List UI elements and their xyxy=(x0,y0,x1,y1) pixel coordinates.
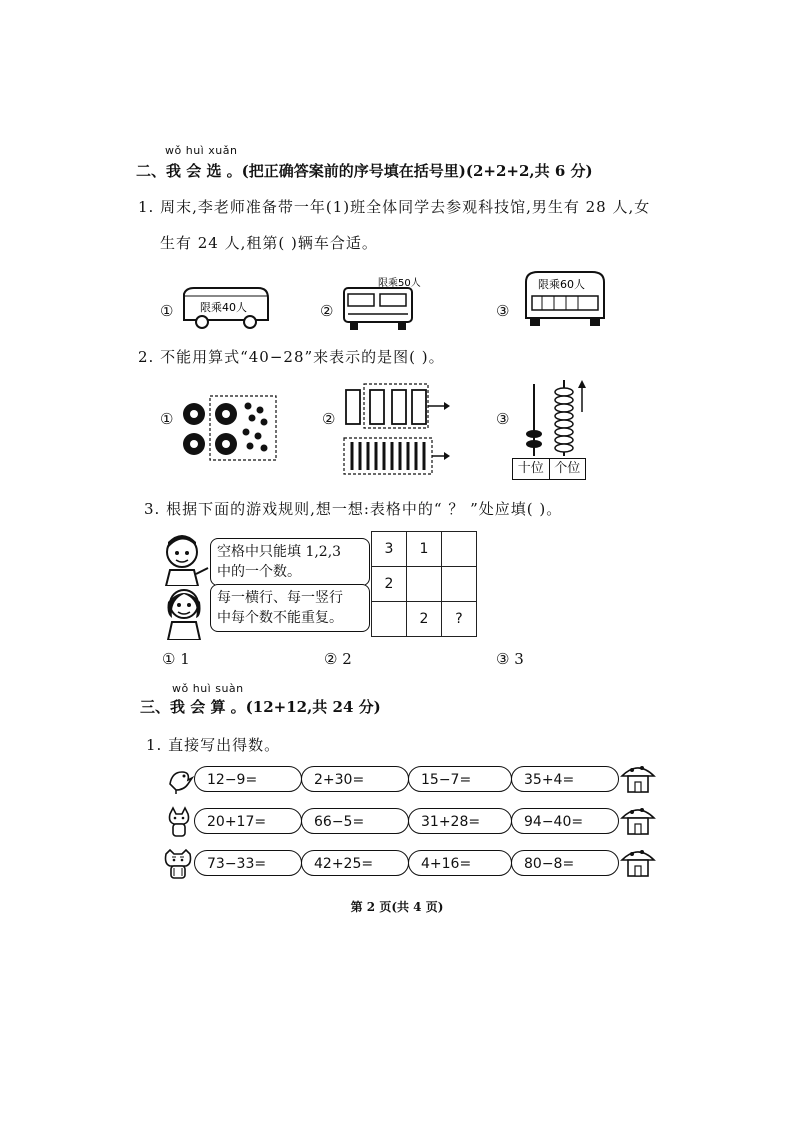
q2-text: 2. 不能用算式“40−28”来表示的是图( )。 xyxy=(138,348,445,366)
page-footer: 第 2 页(共 4 页) xyxy=(350,900,444,914)
q2-option1-mark: ① xyxy=(160,410,174,428)
abacus-figure xyxy=(512,378,592,460)
q3-option2-value: 2 xyxy=(342,650,352,668)
tiger-icon xyxy=(162,848,194,880)
bus-50-illustration xyxy=(340,276,426,332)
mushroom-house-icon xyxy=(620,802,656,836)
cat-icon xyxy=(164,806,194,838)
grid-cell: 2 xyxy=(407,602,442,637)
rule-bubble-1 xyxy=(210,538,370,586)
calc-pill: 4+16= xyxy=(408,850,512,876)
boy-illustration xyxy=(160,532,210,586)
calc-pill: 66−5= xyxy=(301,808,409,834)
grid-cell xyxy=(407,567,442,602)
calc-pill: 12−9= xyxy=(194,766,302,792)
rule-bubble-2-line2: 中每个数不能重复。 xyxy=(217,610,343,626)
calc-pill: 15−7= xyxy=(408,766,512,792)
rule-bubble-1-line2: 中的一个数。 xyxy=(217,564,301,580)
girl-illustration xyxy=(160,586,210,640)
mushroom-house-icon xyxy=(620,844,656,878)
calc-pill: 35+4= xyxy=(511,766,619,792)
calc-pill: 73−33= xyxy=(194,850,302,876)
calc-pill: 2+30= xyxy=(301,766,409,792)
bus-40-label: 限乘40人 xyxy=(200,301,247,314)
rule-bubble-2-line1: 每一横行、每一竖行 xyxy=(217,590,343,606)
q2-option3-mark: ③ xyxy=(496,410,510,428)
grid-cell: ? xyxy=(442,602,477,637)
stick-bundles-figure xyxy=(340,380,450,480)
bird-icon xyxy=(164,764,194,794)
sudoku-grid xyxy=(371,531,477,637)
grid-cell: 3 xyxy=(372,532,407,567)
calc-pill: 42+25= xyxy=(301,850,409,876)
q3-text: 3. 根据下面的游戏规则,想一想:表格中的“ ？ ”处应填( )。 xyxy=(144,500,563,518)
bus-60-illustration xyxy=(520,268,610,328)
tens-label: 十位 xyxy=(513,459,550,479)
calc-pill: 20+17= xyxy=(194,808,302,834)
ones-label: 个位 xyxy=(554,461,581,476)
section2-title: 二、我 会 选 。(把正确答案前的序号填在括号里)(2+2+2,共 6 分) xyxy=(136,162,593,180)
q1-option2-mark: ② xyxy=(320,302,334,320)
q3-option1-mark: ① xyxy=(162,650,176,668)
q3-option2-mark: ② xyxy=(324,650,338,668)
bus-60-label: 限乘60人 xyxy=(538,278,585,291)
rule-bubble-2 xyxy=(210,584,370,632)
calc-title: 1. 直接写出得数。 xyxy=(146,736,281,754)
section2-pinyin: wǒ huì xuǎn xyxy=(165,144,238,157)
q1-line2: 生有 24 人,租第( )辆车合适。 xyxy=(160,234,378,252)
bus-40-illustration xyxy=(180,284,272,332)
q1-option3-mark: ③ xyxy=(496,302,510,320)
grid-cell xyxy=(442,567,477,602)
grid-cell: 1 xyxy=(407,532,442,567)
section3-pinyin: wǒ huì suàn xyxy=(172,682,244,695)
section3-title: 三、我 会 算 。(12+12,共 24 分) xyxy=(140,698,381,716)
calc-pill: 80−8= xyxy=(511,850,619,876)
flower-dots-figure xyxy=(180,392,280,464)
mushroom-house-icon xyxy=(620,760,656,794)
bus-50-label: 限乘50人 xyxy=(378,278,421,289)
calc-pill: 94−40= xyxy=(511,808,619,834)
q1-option1-mark: ① xyxy=(160,302,174,320)
q2-option2-mark: ② xyxy=(322,410,336,428)
q3-option1 xyxy=(162,650,190,668)
q3-option3-value: 3 xyxy=(514,650,524,668)
abacus-place-labels xyxy=(512,458,586,480)
q3-option3-mark: ③ xyxy=(496,650,510,668)
calc-pill: 31+28= xyxy=(408,808,512,834)
q1-line1: 1. 周末,李老师准备带一年(1)班全体同学去参观科技馆,男生有 28 人,女 xyxy=(138,198,651,216)
rule-bubble-1-line1: 空格中只能填 1,2,3 xyxy=(217,544,342,560)
q3-option2 xyxy=(324,650,352,668)
q3-option1-value: 1 xyxy=(180,650,190,668)
grid-cell xyxy=(442,532,477,567)
grid-cell xyxy=(372,602,407,637)
q3-option3 xyxy=(496,650,524,668)
grid-cell: 2 xyxy=(372,567,407,602)
